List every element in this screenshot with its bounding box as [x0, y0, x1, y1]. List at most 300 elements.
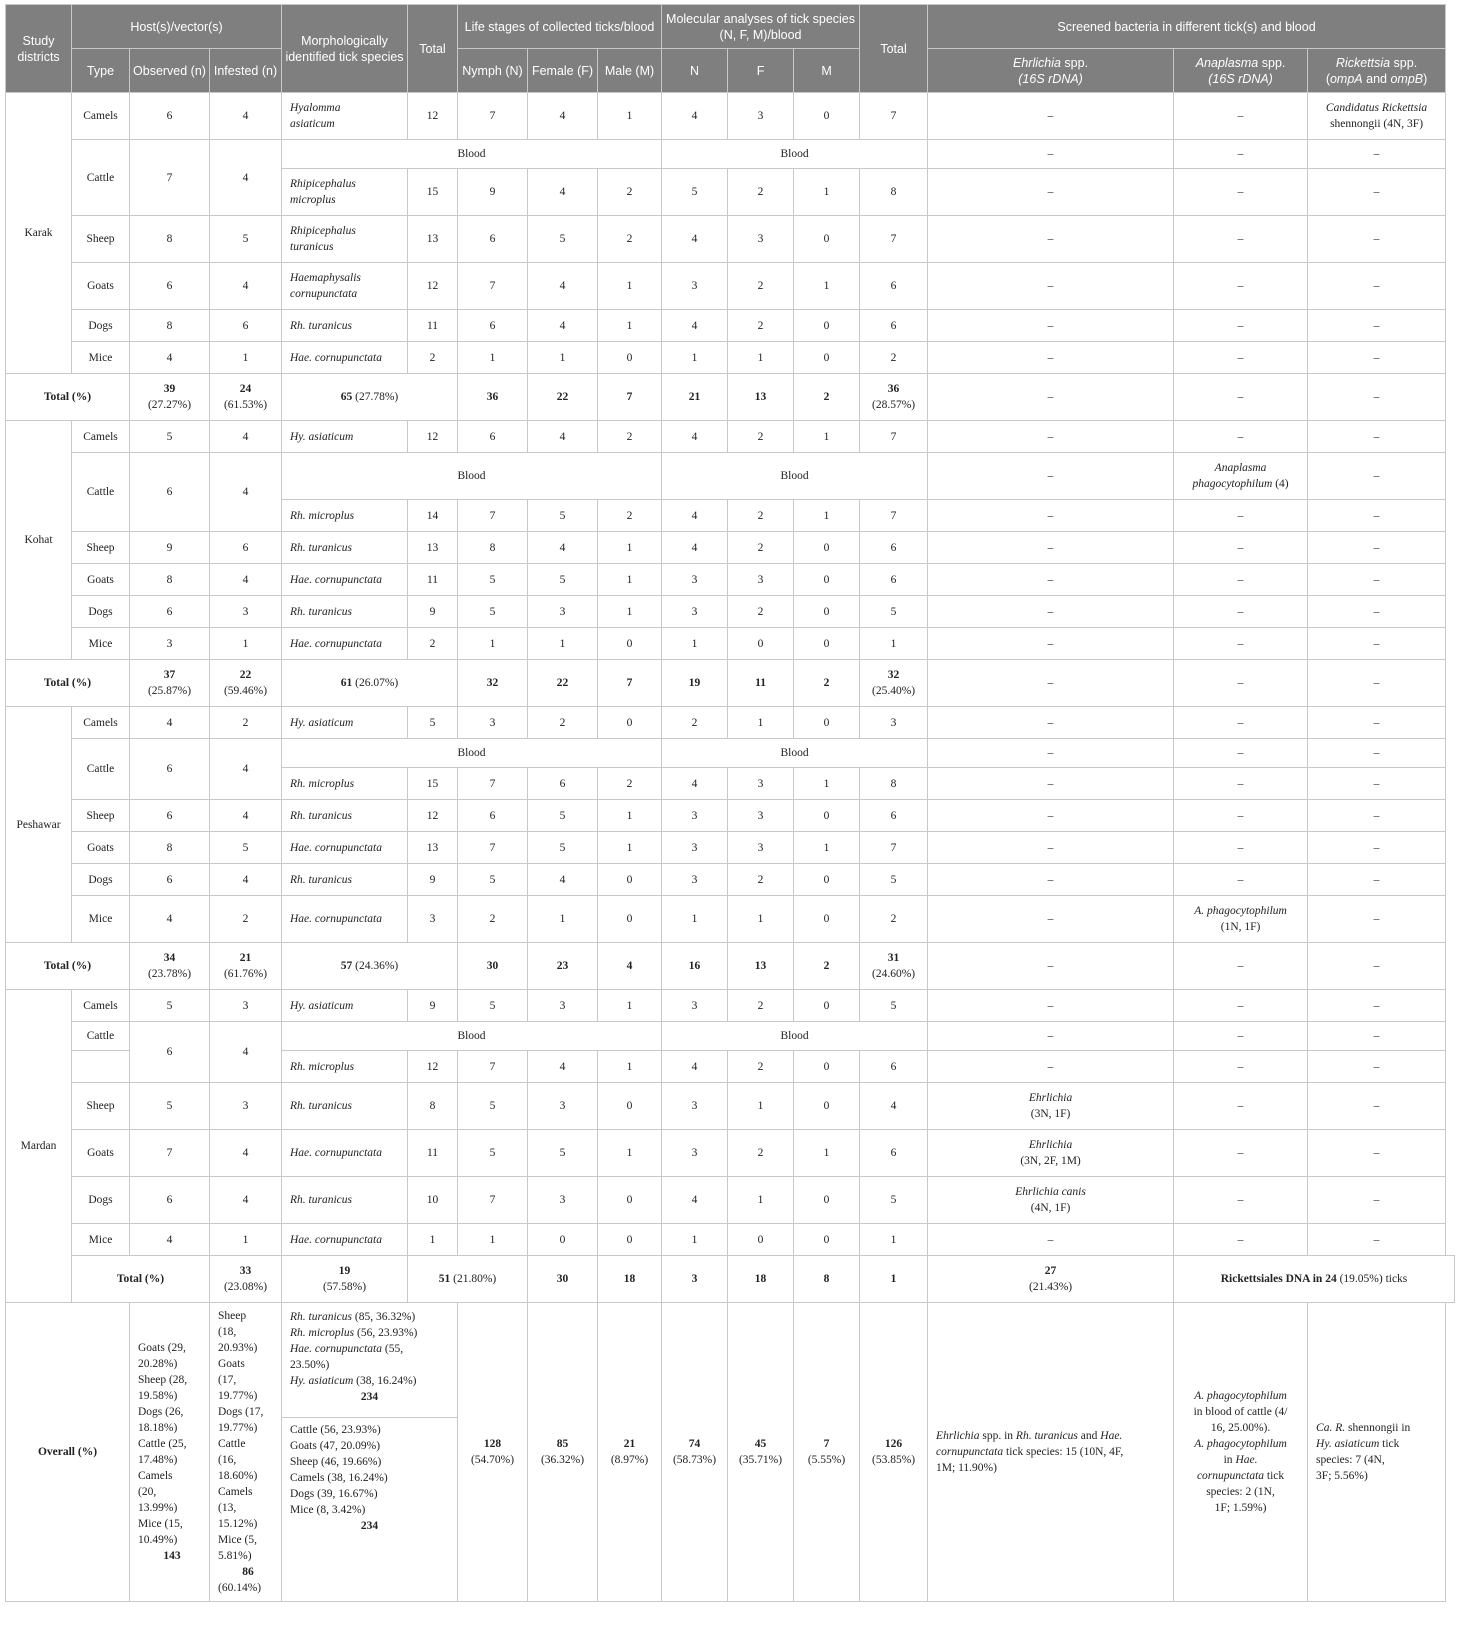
mol-f-cell: 2 [728, 990, 794, 1022]
rickettsia-cell: – [1308, 263, 1446, 310]
header-female: Female (F) [528, 49, 598, 93]
nymph-cell: 8 [458, 532, 528, 564]
mol-total-cell: 7 [860, 500, 928, 532]
infested-cell: 1 [210, 1224, 282, 1256]
nymph-total: 30 [458, 943, 528, 990]
infested-cell: 1 [210, 628, 282, 660]
anaplasma-cell: – [1174, 864, 1308, 896]
table-row [6, 800, 1455, 832]
observed-cell: 6 [130, 596, 210, 628]
infested-cell: 4 [210, 1177, 282, 1224]
overall-list-item: Goats (29, [138, 1342, 186, 1354]
header-total: Total [408, 5, 458, 93]
overall-list-item: Cattle (25, [138, 1438, 187, 1450]
mol-m-total: 1 [860, 1256, 928, 1303]
total-cell: 13 [408, 832, 458, 864]
mol-n-cell: 4 [662, 532, 728, 564]
header-m: M [794, 49, 860, 93]
overall-nymph: 128 (54.70%) [458, 1303, 528, 1602]
table-row [6, 864, 1455, 896]
mol-m-cell: 0 [794, 628, 860, 660]
overall-infested [210, 1303, 282, 1602]
mol-total-cell: 7 [860, 832, 928, 864]
infested-total: 21 (61.76%) [210, 943, 282, 990]
nymph-total: 36 [458, 374, 528, 421]
mol-total-cell: 1 [860, 1224, 928, 1256]
total-cell: 12 [408, 263, 458, 310]
mol-m-cell: 0 [794, 564, 860, 596]
female-cell: 1 [528, 896, 598, 943]
infested-cell: 4 [210, 864, 282, 896]
blood-label: Blood [282, 1022, 662, 1051]
male-cell: 0 [598, 707, 662, 739]
mol-total-cell: 6 [860, 1130, 928, 1177]
mol-n-cell: 4 [662, 421, 728, 453]
mol-total: 36 (28.57%) [860, 374, 928, 421]
table-row [6, 628, 1455, 660]
total-cell: 15 [408, 768, 458, 800]
header-n: N [662, 49, 728, 93]
mol-total-cell: 5 [860, 1177, 928, 1224]
overall-mol-total: 126 (53.85%) [860, 1303, 928, 1602]
rickettsia-cell: – [1308, 140, 1446, 169]
overall-list-item: 19.58%) [138, 1390, 178, 1402]
observed-cell: 5 [130, 1083, 210, 1130]
header-screened-bacteria: Screened bacteria in different tick(s) and blood [928, 5, 1446, 49]
male-cell: 0 [598, 864, 662, 896]
female-cell: 4 [528, 169, 598, 216]
mol-f-cell: 3 [728, 93, 794, 140]
anaplasma-cell: – [1174, 374, 1308, 421]
ehrlichia-cell: – [928, 707, 1174, 739]
mol-f-cell: 1 [728, 707, 794, 739]
male-cell: 1 [598, 596, 662, 628]
mol-total-cell: 5 [860, 596, 928, 628]
observed-cell: 4 [130, 896, 210, 943]
mol-m-cell: 0 [794, 216, 860, 263]
anaplasma-cell: – [1174, 628, 1308, 660]
table-row [6, 1130, 1455, 1177]
infested-cell: 4 [210, 1022, 282, 1083]
overall-observed-total: 143 [163, 1550, 181, 1562]
observed-cell: 5 [130, 421, 210, 453]
anaplasma-cell: – [1174, 739, 1308, 768]
tick-species: Hae. cornupunctata [282, 832, 408, 864]
host-type: Dogs [72, 596, 130, 628]
host-type: Sheep [72, 800, 130, 832]
male-cell: 0 [598, 896, 662, 943]
mol-n-cell: 3 [662, 1130, 728, 1177]
nymph-cell: 3 [458, 707, 528, 739]
mol-total-cell: 6 [860, 1051, 928, 1083]
mol-n-cell: 3 [662, 596, 728, 628]
rickettsia-cell: – [1308, 832, 1446, 864]
rickettsia-cell: – [1308, 310, 1446, 342]
anaplasma-cell: – [1174, 421, 1308, 453]
observed-total: 37 (25.87%) [130, 660, 210, 707]
header-f: F [728, 49, 794, 93]
tick-species: Hy. asiaticum [282, 707, 408, 739]
total-cell: 5 [408, 707, 458, 739]
overall-list-item: Sheep (46, 19.66%) [290, 1456, 382, 1468]
overall-species [282, 1303, 458, 1602]
table-row [6, 1083, 1455, 1130]
male-cell: 1 [598, 1051, 662, 1083]
ehrlichia-cell: – [928, 216, 1174, 263]
mol-n-cell: 1 [662, 1224, 728, 1256]
anaplasma-cell: – [1174, 500, 1308, 532]
male-total: 7 [598, 374, 662, 421]
table-row [6, 739, 1455, 768]
total-cell: 12 [408, 800, 458, 832]
mol-f-cell: 2 [728, 596, 794, 628]
mol-f-total: 13 [728, 943, 794, 990]
ehrlichia-cell: – [928, 421, 1174, 453]
total-row [6, 660, 1455, 707]
table-row [6, 990, 1455, 1022]
host-type: Cattle [72, 140, 130, 216]
mol-total-cell: 5 [860, 864, 928, 896]
overall-list-item: Cattle (56, 23.93%) [290, 1424, 381, 1436]
blood-label: Blood [662, 739, 928, 768]
mol-f-cell: 2 [728, 169, 794, 216]
nymph-cell: 7 [458, 832, 528, 864]
ehrlichia-cell: Ehrlichia (3N, 2F, 1M) [928, 1130, 1174, 1177]
mol-m-cell: 0 [794, 532, 860, 564]
nymph-total: 32 [458, 660, 528, 707]
mol-f-cell: 1 [728, 896, 794, 943]
rickettsia-cell: – [1308, 421, 1446, 453]
observed-cell: 6 [130, 864, 210, 896]
observed-cell: 6 [130, 800, 210, 832]
mol-total-cell: 2 [860, 342, 928, 374]
anaplasma-cell: – [1174, 800, 1308, 832]
host-type: Cattle [72, 1022, 130, 1051]
mol-n-cell: 3 [662, 864, 728, 896]
observed-total: 33 (23.08%) [210, 1256, 282, 1303]
male-cell: 2 [598, 169, 662, 216]
female-cell: 5 [528, 800, 598, 832]
infested-total: 19 (57.58%) [282, 1256, 408, 1303]
mol-m-cell: 0 [794, 310, 860, 342]
overall-list-item: Dogs (17, [218, 1406, 264, 1418]
mol-n-cell: 3 [662, 263, 728, 310]
observed-cell: 7 [130, 1130, 210, 1177]
mol-f-cell: 2 [728, 263, 794, 310]
female-cell: 4 [528, 864, 598, 896]
nymph-cell: 7 [458, 500, 528, 532]
mol-f-cell: 0 [728, 628, 794, 660]
male-cell: 2 [598, 500, 662, 532]
species-total: 61 (26.07%) [282, 660, 458, 707]
ehrlichia-cell: – [928, 342, 1174, 374]
total-label: Total (%) [6, 943, 130, 990]
table-row [6, 216, 1455, 263]
anaplasma-cell: – [1174, 342, 1308, 374]
male-cell: 0 [598, 628, 662, 660]
total-cell: 10 [408, 1177, 458, 1224]
mol-total-cell: 5 [860, 990, 928, 1022]
observed-total: 34 (23.78%) [130, 943, 210, 990]
overall-list-item: 17.48%) [138, 1454, 178, 1466]
mol-m-cell: 0 [794, 93, 860, 140]
rickettsia-cell: – [1308, 342, 1446, 374]
ehrlichia-cell: – [928, 864, 1174, 896]
female-cell: 4 [528, 532, 598, 564]
infested-cell: 3 [210, 990, 282, 1022]
mol-total-cell: 7 [860, 216, 928, 263]
tick-species: Rh. turanicus [282, 532, 408, 564]
table-row [6, 832, 1455, 864]
overall-male: 21 (8.97%) [598, 1303, 662, 1602]
table-row [6, 310, 1455, 342]
header-study-districts: Study districts [6, 5, 72, 93]
tick-species: Rh. microplus [282, 768, 408, 800]
total-cell: 9 [408, 596, 458, 628]
ehrlichia-cell: – [928, 310, 1174, 342]
observed-cell: 4 [130, 1224, 210, 1256]
infested-cell: 4 [210, 800, 282, 832]
nymph-cell: 5 [458, 596, 528, 628]
ehrlichia-cell: – [928, 739, 1174, 768]
overall-list-item: 18.18%) [138, 1422, 178, 1434]
mol-m-cell: 0 [794, 596, 860, 628]
mol-f-cell: 1 [728, 1083, 794, 1130]
mol-total-cell: 7 [860, 93, 928, 140]
rickettsia-cell: – [1308, 628, 1446, 660]
observed-cell: 6 [130, 93, 210, 140]
tick-species: Hy. asiaticum [282, 421, 408, 453]
overall-list-item: (18, [218, 1326, 237, 1338]
ehrlichia-cell: – [928, 500, 1174, 532]
mol-m-cell: 0 [794, 990, 860, 1022]
host-type-empty [72, 1051, 130, 1083]
infested-cell: 4 [210, 140, 282, 216]
blood-label: Blood [282, 140, 662, 169]
mol-total: 31 (24.60%) [860, 943, 928, 990]
nymph-cell: 7 [458, 1051, 528, 1083]
table-row [6, 93, 1455, 140]
female-cell: 5 [528, 1130, 598, 1177]
male-cell: 0 [598, 1083, 662, 1130]
overall-list-item: 23.50%) [290, 1359, 330, 1371]
mol-m-cell: 0 [794, 342, 860, 374]
ehrlichia-cell: – [928, 374, 1174, 421]
overall-mol-m: 7 (5.55%) [794, 1303, 860, 1602]
table-row [6, 421, 1455, 453]
overall-label: Overall (%) [6, 1303, 130, 1602]
infested-cell: 4 [210, 453, 282, 532]
tick-species: Rh. turanicus [282, 1177, 408, 1224]
mol-n-cell: 4 [662, 1051, 728, 1083]
overall-observed [130, 1303, 210, 1602]
nymph-cell: 7 [458, 768, 528, 800]
male-cell: 2 [598, 216, 662, 263]
overall-list-item: Goats [218, 1358, 245, 1370]
male-total: 7 [598, 660, 662, 707]
female-total: 23 [528, 943, 598, 990]
mol-m-total: 2 [794, 660, 860, 707]
infested-total: 24 (61.53%) [210, 374, 282, 421]
anaplasma-cell: – [1174, 263, 1308, 310]
observed-total: 39 (27.27%) [130, 374, 210, 421]
total-cell: 9 [408, 990, 458, 1022]
total-cell: 11 [408, 310, 458, 342]
tick-species: Rh. turanicus [282, 596, 408, 628]
total-label: Total (%) [6, 660, 130, 707]
overall-list-item: Camels (38, 16.24%) [290, 1472, 388, 1484]
mol-f-cell: 3 [728, 832, 794, 864]
anaplasma-cell: – [1174, 169, 1308, 216]
mol-total-cell: 6 [860, 564, 928, 596]
male-total: 4 [598, 943, 662, 990]
anaplasma-cell: – [1174, 943, 1308, 990]
total-row [6, 1256, 1455, 1303]
host-type: Goats [72, 1130, 130, 1177]
mol-m-cell: 1 [794, 1130, 860, 1177]
observed-cell: 8 [130, 310, 210, 342]
mol-n-cell: 5 [662, 169, 728, 216]
ehrlichia-cell: – [928, 532, 1174, 564]
female-cell: 1 [528, 342, 598, 374]
overall-list-item: 15.12%) [218, 1518, 258, 1530]
header-male: Male (M) [598, 49, 662, 93]
tick-species: Hae. cornupunctata [282, 1130, 408, 1177]
mol-m-total: 2 [794, 943, 860, 990]
mol-total-cell: 7 [860, 421, 928, 453]
male-cell: 1 [598, 800, 662, 832]
male-cell: 1 [598, 564, 662, 596]
mol-m-cell: 0 [794, 1224, 860, 1256]
overall-list-item: 13.99%) [138, 1502, 178, 1514]
female-cell: 0 [528, 1224, 598, 1256]
male-cell: 1 [598, 263, 662, 310]
district-name: Kohat [6, 421, 72, 660]
mol-n-total: 18 [728, 1256, 794, 1303]
mol-n-cell: 4 [662, 93, 728, 140]
table-row [6, 263, 1455, 310]
species-total: 51 (21.80%) [408, 1256, 528, 1303]
rickettsia-cell: – [1308, 1022, 1446, 1051]
rickettsia-cell: – [1308, 500, 1446, 532]
table-row [6, 453, 1455, 500]
overall-list-item: 19.77%) [218, 1390, 258, 1402]
mol-f-cell: 2 [728, 421, 794, 453]
ehrlichia-cell: – [928, 660, 1174, 707]
total-cell: 9 [408, 864, 458, 896]
overall-list-item: Rh. turanicus (85, 36.32%) [290, 1311, 416, 1323]
male-cell: 1 [598, 310, 662, 342]
total-row [6, 943, 1455, 990]
anaplasma-cell: – [1174, 1083, 1308, 1130]
anaplasma-cell: – [1174, 596, 1308, 628]
mol-f-cell: 2 [728, 864, 794, 896]
overall-list-item: Cattle [218, 1438, 246, 1450]
overall-row [6, 1303, 1455, 1602]
overall-ticks-total: 234 [360, 1391, 379, 1403]
total-cell: 2 [408, 342, 458, 374]
overall-list-item: 10.49%) [138, 1534, 178, 1546]
tick-species: Rh. turanicus [282, 310, 408, 342]
anaplasma-cell: – [1174, 532, 1308, 564]
mol-n-cell: 2 [662, 707, 728, 739]
total-cell: 12 [408, 93, 458, 140]
mol-total-cell: 4 [860, 1083, 928, 1130]
male-cell: 1 [598, 1130, 662, 1177]
blood-label: Blood [282, 453, 662, 500]
observed-cell: 6 [130, 263, 210, 310]
ehrlichia-cell: – [928, 263, 1174, 310]
anaplasma-cell: – [1174, 93, 1308, 140]
host-type: Mice [72, 896, 130, 943]
observed-cell: 3 [130, 628, 210, 660]
table-row [6, 1224, 1455, 1256]
observed-cell: 9 [130, 532, 210, 564]
female-cell: 5 [528, 564, 598, 596]
host-type: Goats [72, 564, 130, 596]
overall-list-item: Hy. asiaticum (38, 16.24%) [290, 1375, 417, 1387]
female-cell: 5 [528, 832, 598, 864]
rickettsia-cell: – [1308, 864, 1446, 896]
anaplasma-cell: – [1174, 990, 1308, 1022]
rickettsia-cell: Candidatus Rickettsia shennongii (4N, 3F) [1308, 93, 1446, 140]
rickettsia-cell: – [1308, 739, 1446, 768]
nymph-total: 30 [528, 1256, 598, 1303]
female-cell: 3 [528, 1177, 598, 1224]
nymph-cell: 5 [458, 564, 528, 596]
rickettsia-cell: – [1308, 768, 1446, 800]
mol-m-cell: 1 [794, 832, 860, 864]
overall-mol-f: 45 (35.71%) [728, 1303, 794, 1602]
mol-total-cell: 6 [860, 263, 928, 310]
tick-species: Rh. turanicus [282, 800, 408, 832]
rickettsia-cell: – [1308, 1083, 1446, 1130]
female-total: 18 [598, 1256, 662, 1303]
infested-cell: 4 [210, 564, 282, 596]
overall-list-item: 18.60%) [218, 1470, 258, 1482]
overall-list-item: Goats (47, 20.09%) [290, 1440, 381, 1452]
overall-list-item: Dogs (39, 16.67%) [290, 1488, 378, 1500]
mol-m-cell: 0 [794, 864, 860, 896]
ehrlichia-cell: – [928, 990, 1174, 1022]
rickettsia-cell: – [1308, 596, 1446, 628]
total-cell: 15 [408, 169, 458, 216]
mol-n-cell: 3 [662, 1083, 728, 1130]
male-cell: 0 [598, 1224, 662, 1256]
male-cell: 1 [598, 832, 662, 864]
infested-cell: 3 [210, 596, 282, 628]
total-cell: 14 [408, 500, 458, 532]
rickettsia-cell: – [1308, 374, 1446, 421]
female-cell: 3 [528, 1083, 598, 1130]
overall-female: 85 (36.32%) [528, 1303, 598, 1602]
female-cell: 2 [528, 707, 598, 739]
host-type: Cattle [72, 739, 130, 800]
nymph-cell: 5 [458, 990, 528, 1022]
ehrlichia-cell: Ehrlichia (3N, 1F) [928, 1083, 1174, 1130]
anaplasma-cell: – [1174, 768, 1308, 800]
mol-total: 27 (21.43%) [928, 1256, 1174, 1303]
host-type: Sheep [72, 216, 130, 263]
district-name: Karak [6, 93, 72, 374]
district-name: Mardan [6, 990, 72, 1303]
mol-m-cell: 1 [794, 263, 860, 310]
mol-f-cell: 2 [728, 1051, 794, 1083]
ehrlichia-cell: – [928, 453, 1174, 500]
table-row [6, 1177, 1455, 1224]
female-total: 22 [528, 660, 598, 707]
infested-total: 22 (59.46%) [210, 660, 282, 707]
